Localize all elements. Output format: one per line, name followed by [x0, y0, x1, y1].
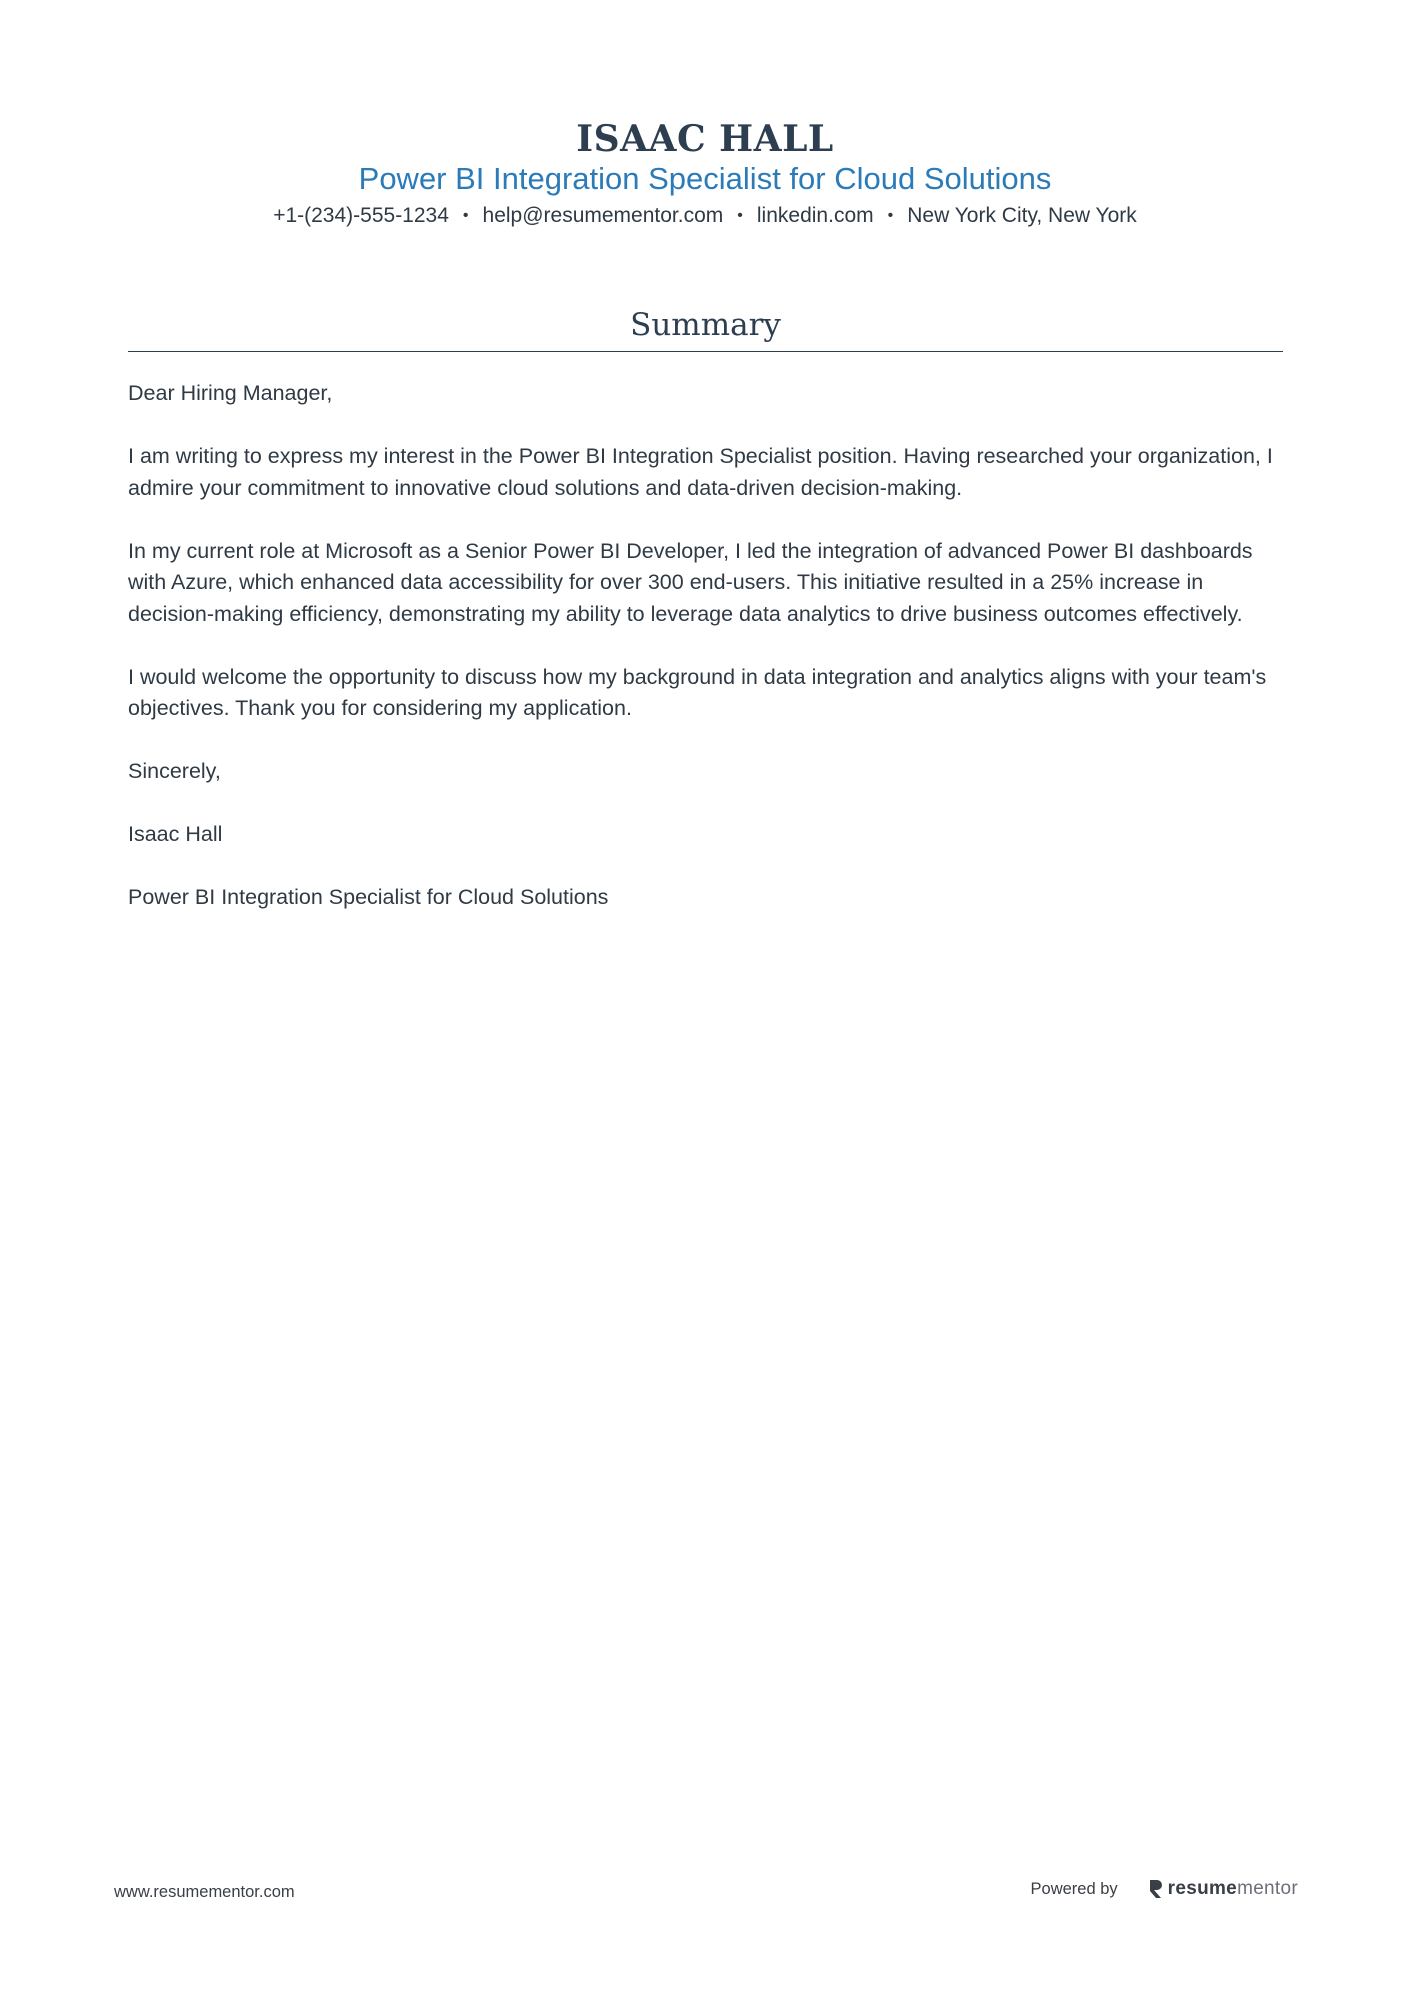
- applicant-name: ISAAC HALL: [576, 118, 834, 160]
- letter-paragraph: In my current role at Microsoft as a Senior Power BI Developer, I led the integration of advanced Power BI dashboards with Azure, which enhanced data accessibility for over 300 end-users. This initiative resulted in a 25% increase in decision-making efficiency, demonstrating my ability to leverage data analytics to drive business outcomes effectively.: [128, 538, 1253, 626]
- contact-linkedin: linkedin.com: [756, 204, 874, 227]
- contact-email: help@resumementor.com: [482, 204, 724, 227]
- signature-title: Power BI Integration Specialist for Cloud Solutions: [128, 885, 609, 909]
- separator-dot: •: [887, 207, 894, 224]
- separator-dot: •: [462, 207, 469, 224]
- powered-by-label: Powered by: [1030, 1879, 1118, 1898]
- brand-text-resume: resume: [1167, 1878, 1238, 1899]
- letter-greeting: Dear Hiring Manager,: [128, 381, 333, 405]
- separator-dot: •: [737, 207, 743, 224]
- resumementor-logo: [1148, 1878, 1298, 1900]
- footer-website: www.resumementor.com: [114, 1883, 295, 1901]
- job-title: Power BI Integration Specialist for Cloud Solutions: [358, 161, 1052, 196]
- footer-branding: [1031, 1878, 1298, 1900]
- letter-body: [128, 378, 1288, 945]
- contact-line: [0, 203, 1410, 229]
- contact-phone: +1-(234)-555-1234: [273, 204, 449, 227]
- contact-location: New York City, New York: [907, 204, 1137, 227]
- signature-name: Isaac Hall: [128, 822, 223, 846]
- section-title-summary: Summary: [630, 307, 781, 343]
- letter-paragraph: I am writing to express my interest in the Power BI Integration Specialist position. Having researched your organization, I admire your commitment to innovative cloud solutions and data-driven decision-making.: [128, 444, 1273, 500]
- section-divider: [128, 351, 1283, 352]
- letter-paragraph: I would welcome the opportunity to discuss how my background in data integration and analytics aligns with your team's objectives. Thank you for considering my application.: [128, 664, 1267, 720]
- letter-header: [0, 118, 1410, 229]
- letter-closing: Sincerely,: [128, 759, 221, 783]
- brand-text-mentor: mentor: [1237, 1878, 1298, 1899]
- resumementor-logo-icon: [1148, 1878, 1164, 1900]
